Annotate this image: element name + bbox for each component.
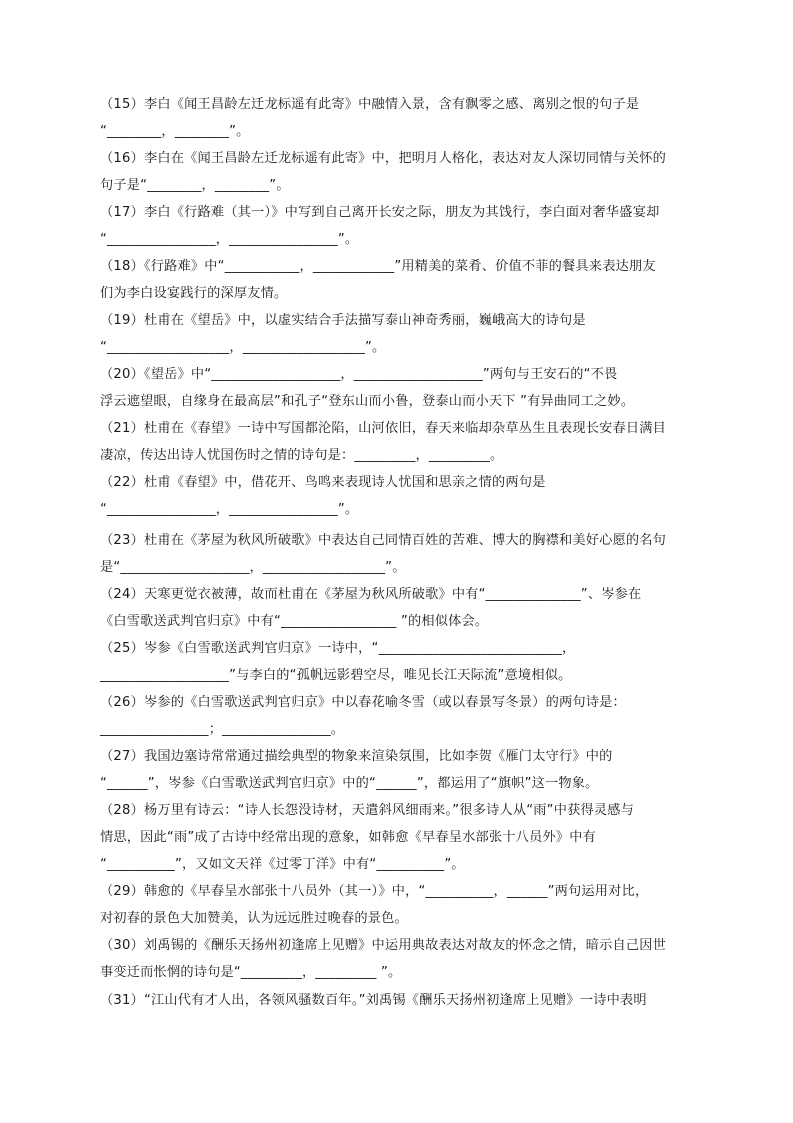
question-28-line-3: “__________”，又如文天祥《过零丁洋》中有“__________”。: [100, 857, 465, 872]
question-25-line-1: （25）岑参《白雪歌送武判官归京》一诗中，“___________________________，: [100, 641, 576, 656]
question-27-line-2: “______”，岑参《白雪歌送武判官归京》中的“______”，都运用了“旗帜”这一物象。: [100, 776, 599, 791]
question-18-line-2: 们为李白设宴践行的深厚友情。: [100, 286, 288, 301]
question-23-line-2: 是“___________________，__________________”。: [100, 560, 406, 575]
question-16-line-1: （16）李白在《闻王昌龄左迁龙标遥有此寄》中，把明月人格化，表达对友人深切同情与关怀的: [100, 151, 667, 166]
question-22-line-1: （22）杜甫《春望》中，借花开、鸟鸣来表现诗人忧国和思亲之情的两句是: [100, 475, 546, 490]
question-23-line-1: （23）杜甫在《茅屋为秋风所破歌》中表达自己同情百姓的苦难、博大的胸襟和美好心愿的名句: [100, 533, 667, 548]
question-16-line-2: 句子是“________，________”。: [100, 178, 290, 193]
question-15-line-2: “________，________”。: [100, 124, 250, 139]
question-22-line-2: “________________，________________”。: [100, 502, 359, 517]
question-15-line-1: （15）李白《闻王昌龄左迁龙标遥有此寄》中融情入景，含有飘零之感、离别之恨的句子是: [100, 97, 640, 112]
question-25-line-2: ___________________”与李白的“孤帆远影碧空尽，唯见长江天际流”意境相似。: [100, 668, 572, 683]
question-28-line-2: 情思，因此“雨”成了古诗中经常出现的意象，如韩愈《早春呈水部张十八员外》中有: [100, 830, 597, 845]
question-17-line-1: （17）李白《行路难（其一）》中写到自己离开长安之际，朋友为其饯行，李白面对奢华盛宴却: [100, 205, 660, 220]
question-24-line-1: （24）天寒更觉衣被薄，故而杜甫在《茅屋为秋风所破歌》中有“______________”、岑参在: [100, 587, 642, 602]
question-29-line-2: 对初春的景色大加赞美，认为远远胜过晚春的景色。: [100, 911, 408, 926]
question-30-line-1: （30）刘禹锡的《酬乐天扬州初逢席上见赠》中运用典故表达对故友的怀念之情，暗示自己因世: [100, 938, 667, 953]
question-19-line-2: “__________________，__________________”。: [100, 340, 386, 355]
question-28-line-1: （28）杨万里有诗云：“诗人长怨没诗材，天遣斜风细雨来。”很多诗人从“雨”中获得灵感与: [100, 803, 635, 818]
question-17-line-2: “________________，________________”。: [100, 232, 359, 247]
question-18-line-1: （18）《行路难》中“___________，____________”用精美的菜肴、价值不菲的餐具来表达朋友: [100, 259, 656, 274]
question-24-line-2: 《白雪歌送武判官归京》中有“_________________ ”的相似体会。: [100, 614, 489, 629]
question-31-line-1: （31）“江山代有才人出，各领风骚数百年。”刘禹锡《酬乐天扬州初逢席上见赠》一诗中表明: [100, 993, 647, 1008]
question-21-line-1: （21）杜甫在《春望》一诗中写国都沦陷，山河依旧，春天来临却杂草丛生且表现长安春日满目: [100, 421, 667, 436]
question-20-line-2: 浮云遮望眼，自缘身在最高层”和孔子“登东山而小鲁，登泰山而小天下 ”有异曲同工之妙。: [100, 394, 635, 409]
question-26-line-2: ________________；________________。: [100, 722, 345, 737]
question-21-line-2: 凄凉，传达出诗人忧国伤时之情的诗句是：_________，_________。: [100, 448, 504, 463]
question-27-line-1: （27）我国边塞诗常常通过描绘典型的物象来渲染氛围，比如李贺《雁门太守行》中的: [100, 749, 613, 764]
question-30-line-2: 事变迁而怅惘的诗句是“_________，_________ ”。: [100, 965, 402, 980]
question-20-line-1: （20）《望岳》中“___________________，___________________”两句与王安石的“不畏: [100, 367, 618, 382]
question-19-line-1: （19）杜甫在《望岳》中，以虚实结合手法描写泰山神奇秀丽，巍峨高大的诗句是: [100, 313, 586, 328]
question-29-line-1: （29）韩愈的《早春呈水部张十八员外（其一）》中，“__________，______”两句运用对比，: [100, 884, 649, 899]
question-26-line-1: （26）岑参的《白雪歌送武判官归京》中以春花喻冬雪（或以春景写冬景）的两句诗是：: [100, 695, 626, 710]
